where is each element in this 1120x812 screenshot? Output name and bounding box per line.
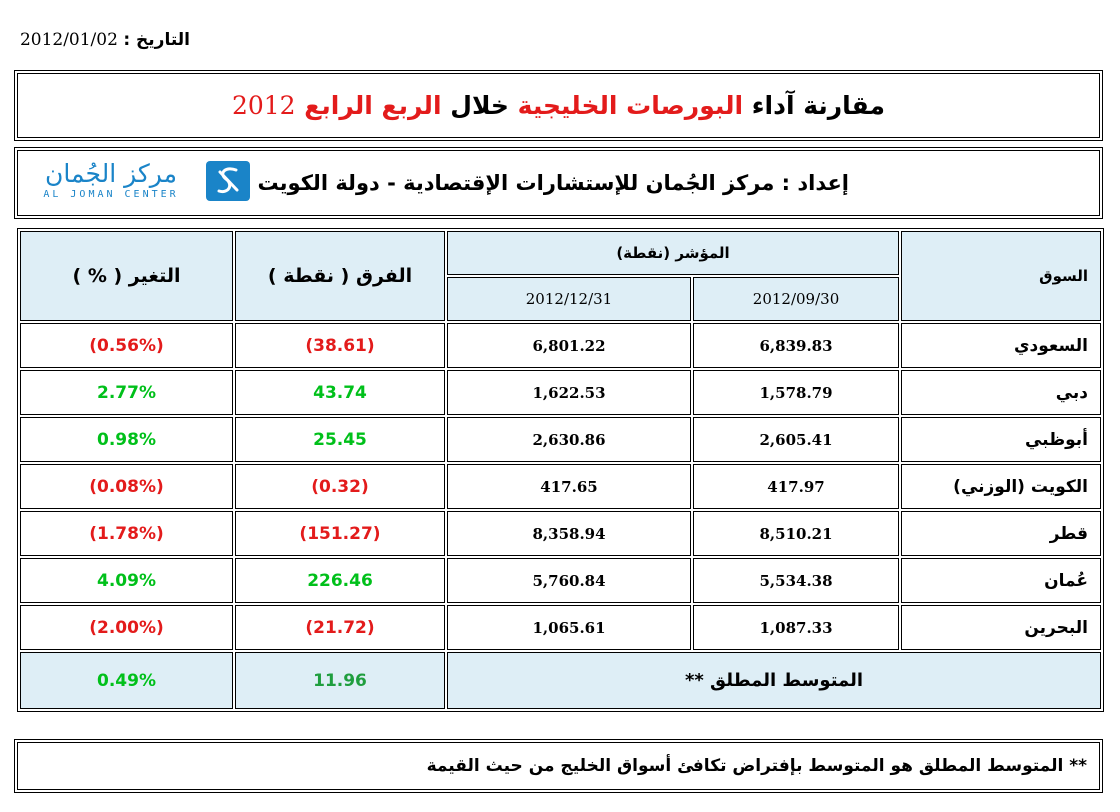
table-row	[20, 605, 1101, 650]
footnote-text: ** المتوسط المطلق هو المتوسط بإفتراض تكافئ أسواق الخليج من حيث القيمة	[426, 756, 1087, 776]
market-name: عُمان	[901, 558, 1101, 603]
diff-value: (151.27)	[235, 511, 445, 556]
date-value: 2012/01/02	[19, 30, 118, 50]
market-comparison-table	[17, 228, 1104, 712]
change-value: (1.78%)	[20, 511, 233, 556]
table-row	[20, 511, 1101, 556]
index-q3: 1,578.79	[693, 370, 899, 415]
report-date	[20, 30, 190, 50]
prepared-text: مركز الجُمان للإستشارات الإقتصادية - دولة الكويت	[257, 171, 775, 195]
average-change: 0.49%	[20, 652, 233, 709]
diff-value: 226.46	[235, 558, 445, 603]
footnote-box	[17, 742, 1100, 790]
table-row	[20, 417, 1101, 462]
al-joman-logo	[22, 159, 252, 207]
index-q3: 1,087.33	[693, 605, 899, 650]
prepared-by-box	[17, 150, 1100, 216]
report-title	[232, 91, 885, 120]
logo-mark-icon	[206, 161, 250, 201]
date-label: التاريخ :	[123, 30, 190, 50]
market-name: البحرين	[901, 605, 1101, 650]
title-part3: خلال	[450, 91, 509, 120]
index-q3: 5,534.38	[693, 558, 899, 603]
index-q3: 2,605.41	[693, 417, 899, 462]
title-box	[17, 73, 1100, 138]
average-label: المتوسط المطلق **	[447, 652, 1101, 709]
header-date-dec: 2012/12/31	[447, 277, 691, 321]
header-index: المؤشر (نقطة)	[447, 231, 899, 275]
change-value: 0.98%	[20, 417, 233, 462]
index-q4: 2,630.86	[447, 417, 691, 462]
market-name: السعودي	[901, 323, 1101, 368]
change-value: 4.09%	[20, 558, 233, 603]
average-diff: 11.96	[235, 652, 445, 709]
table-row	[20, 370, 1101, 415]
market-name: الكويت (الوزني)	[901, 464, 1101, 509]
logo-english-text: AL JOMAN CENTER	[43, 189, 179, 200]
market-name: أبوظبي	[901, 417, 1101, 462]
change-value: (0.08%)	[20, 464, 233, 509]
title-part1: مقارنة آداء	[751, 91, 886, 120]
logo-arabic-text: مركز الجُمان	[45, 159, 177, 188]
index-q3: 417.97	[693, 464, 899, 509]
diff-value: 43.74	[235, 370, 445, 415]
diff-value: (38.61)	[235, 323, 445, 368]
title-part2: البورصات الخليجية	[517, 91, 744, 120]
header-date-sep: 2012/09/30	[693, 277, 899, 321]
index-q4: 8,358.94	[447, 511, 691, 556]
table-row	[20, 464, 1101, 509]
change-value: 2.77%	[20, 370, 233, 415]
index-q3: 6,839.83	[693, 323, 899, 368]
header-market: السوق	[901, 231, 1101, 321]
title-year: 2012	[231, 91, 296, 120]
table-row	[20, 323, 1101, 368]
prepared-by	[257, 151, 849, 215]
change-value: (2.00%)	[20, 605, 233, 650]
title-part4: الربع الرابع	[304, 91, 442, 120]
diff-value: (21.72)	[235, 605, 445, 650]
index-q4: 1,065.61	[447, 605, 691, 650]
header-change: التغير ( % )	[20, 231, 233, 321]
diff-value: (0.32)	[235, 464, 445, 509]
header-diff: الفرق ( نقطة )	[235, 231, 445, 321]
diff-value: 25.45	[235, 417, 445, 462]
index-q3: 8,510.21	[693, 511, 899, 556]
index-q4: 1,622.53	[447, 370, 691, 415]
change-value: (0.56%)	[20, 323, 233, 368]
index-q4: 417.65	[447, 464, 691, 509]
index-q4: 6,801.22	[447, 323, 691, 368]
average-row	[20, 652, 1101, 709]
market-name: قطر	[901, 511, 1101, 556]
table-row	[20, 558, 1101, 603]
index-q4: 5,760.84	[447, 558, 691, 603]
prepared-label: إعداد :	[781, 171, 849, 195]
market-name: دبي	[901, 370, 1101, 415]
